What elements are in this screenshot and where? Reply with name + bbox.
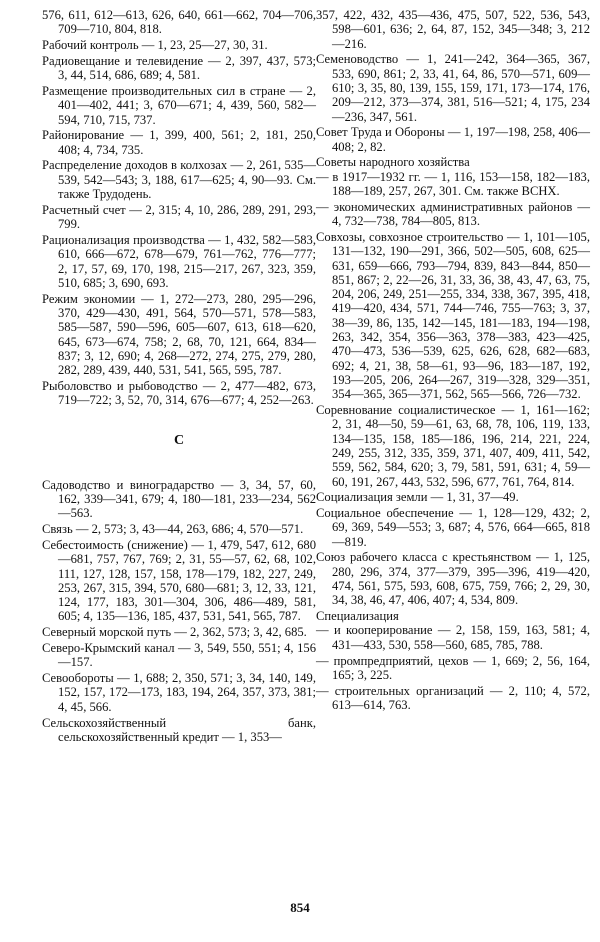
index-entry-sevooboroty: Севообороты — 1, 688; 2, 350, 571; 3, 34, 140, 149, 152, 157, 172—173, 183, 194, 264, 357, 373, 381; 4, 45, 566. [42, 671, 316, 714]
index-entry-severnyy-morskoy-put: Северный морской путь — 2, 362, 573; 3, 42, 685. [42, 625, 307, 640]
left-column [42, 8, 316, 746]
index-entry-sotsializatsiya-zemli: Социализация земли — 1, 31, 37—49. [316, 490, 519, 505]
section-letter-heading: С [173, 432, 185, 448]
index-entry-sovety-narodnogo-khozyaystva: Советы народного хозяйства [316, 155, 470, 170]
index-entry-svyaz: Связь — 2, 573; 3, 43—44, 263, 686; 4, 570—571. [42, 522, 304, 537]
index-entry-continued: 357, 422, 432, 435—436, 475, 507, 522, 536, 543, 598—601, 636; 2, 64, 87, 152, 345—348; 3, 212—216. [316, 8, 590, 51]
index-entry-razmeshchenie: Размещение производительных сил в стране — 2, 401—402, 441; 3, 670—671; 4, 439, 560, 582—594, 710, 715, 737. [42, 83, 316, 127]
index-entry-rabochiy-kontrol: Рабочий контроль — 1, 23, 25—27, 30, 31. [42, 38, 268, 53]
index-entry-rezhim-ekonomii: Режим экономии — 1, 272—273, 280, 295—296, 370, 429—430, 491, 564, 570—571, 578—583, 585—587, 590—596, 605—607, 613, 618—620, 645, 673—674, 758; 2, 68, 70, 121, 664, 834—837; 3, 12, 690; 4, 268—272, 274, 275, 279, 280, 282, 289, 439, 440, 531, 541, 565, 595, 787. [42, 291, 316, 378]
index-entry-sovkhozy: Совхозы, совхозное строительство — 1, 101—105, 131—132, 190—291, 366, 502—505, 608, 625—631, 659—666, 793—794, 839, 843—844, 850—851, 867; 2, 22—26, 31, 33, 36, 38, 43, 47, 63, 75, 204, 206, 249, 251—255, 334, 338, 367, 395, 418, 419—420, 434, 571, 744—746, 755—763; 3, 37, 38—39, 86, 135, 142—145, 181—183, 194—198, 263, 342, 354, 356—363, 378—383, 423—425, 470—473, 536—539, 625, 626, 628, 682—683, 692; 4, 21, 38, 58—61, 93—96, 183—187, 192, 193—205, 206, 264—267, 319—328, 329—351, 354—365, 365—371, 562, 565—566, 726—732. [316, 229, 590, 402]
index-entry-ratsionalizatsiya: Рационализация производства — 1, 432, 582—583, 610, 666—672, 678—679, 761—762, 776—777; 2, 17, 57, 69, 170, 198, 215—217, 267, 323, 359, 510, 685; 3, 690, 693. [42, 232, 316, 290]
index-entry-sotsialnoe-obespechenie: Социальное обеспечение — 1, 128—129, 432; 2, 69, 369, 549—553; 3, 687; 4, 576, 664—665, 818—819. [316, 506, 590, 549]
index-entry-sorevnovanie: Соревнование социалистическое — 1, 161—162; 2, 31, 48—50, 59—61, 63, 68, 78, 106, 119, 133, 134—135, 158, 185—186, 196, 214, 221, 224, 249, 255, 312, 335, 359, 371, 407, 409, 411, 542, 559, 562, 584, 620; 3, 79, 581, 591, 631; 4, 59—60, 191, 267, 443, 532, 596, 677, 761, 764, 814. [316, 403, 590, 489]
index-subentry-1917-1932: — в 1917—1932 гг. — 1, 116, 153—158, 182—183, 188—189, 257, 267, 301. См. также ВСНХ. [316, 169, 590, 199]
index-subentry-kooperirovanie: — и кооперирование — 2, 158, 159, 163, 581; 4, 431—433, 530, 558—560, 685, 785, 788. [316, 623, 590, 652]
index-entry-sebestoimost: Себестоимость (снижение) — 1, 479, 547, 612, 680—681, 757, 767, 769; 2, 31, 55—57, 62, 68, 102, 111, 127, 128, 157, 158, 178—179, 182, 227, 249, 253, 267, 315, 394, 570, 680—681; 3, 12, 33, 121, 124, 177, 183, 301—304, 306, 486—489, 581, 605; 4, 135—136, 185, 437, 531, 541, 565, 787. [42, 538, 316, 624]
index-entry-spetsializatsiya: Специализация [316, 609, 399, 624]
index-entry-severo-krymskiy-kanal: Северо-Крымский канал — 3, 549, 550, 551; 4, 156—157. [42, 641, 316, 670]
index-entry-sadovodstvo: Садоводство и виноградарство — 3, 34, 57, 60, 162, 339—341, 679; 4, 180—181, 233—234, 562—563. [42, 477, 316, 521]
index-entry-continued: 576, 611, 612—613, 626, 640, 661—662, 704—706, 709—710, 804, 818. [42, 8, 316, 37]
index-entry-soyuz-rabochego-klassa: Союз рабочего класса с крестьянством — 1, 125, 280, 296, 374, 377—379, 395—396, 419—420, 474, 561, 575, 593, 608, 675, 759, 766; 2, 29, 30, 34, 38, 46, 47, 406, 407; 4, 534, 809. [316, 550, 590, 608]
index-subentry-prompredpriyatiy: — промпредприятий, цехов — 1, 669; 2, 56, 164, 165; 3, 225. [316, 653, 590, 682]
index-subentry-stroitelnykh-organizatsiy: — строительных организаций — 2, 110; 4, 572, 613—614, 763. [316, 683, 590, 712]
index-entry-rybolovstvo: Рыболовство и рыбоводство — 2, 477—482, 673, 719—722; 3, 52, 70, 314, 676—677; 4, 252—263. [42, 378, 316, 408]
page-number: 854 [290, 900, 310, 915]
index-entry-raschetnyy-schet: Расчетный счет — 2, 315; 4, 10, 286, 289, 291, 293, 799. [42, 202, 316, 232]
index-entry-raspredelenie-dokhodov: Распределение доходов в колхозах — 2, 261, 535—539, 542—543; 3, 188, 617—625; 4, 90—93. См. также Трудодень. [42, 158, 316, 202]
index-entry-semenovodstvo: Семеноводство — 1, 241—242, 364—365, 367, 533, 690, 861; 2, 33, 41, 64, 86, 570—571, 609—610; 3, 35, 80, 139, 155, 159, 171, 173—174, 176, 209—212, 373—374, 381, 516—521; 4, 175, 234—236, 347, 561. [316, 52, 590, 124]
index-subentry-ekonomicheskikh-rayonov: — экономических административных районов — 4, 732—738, 784—805, 813. [316, 199, 590, 229]
right-column [316, 8, 590, 714]
index-entry-radioveshchanie: Радиовещание и телевидение — 2, 397, 437, 573; 3, 44, 514, 686, 689; 4, 581. [42, 53, 316, 83]
index-entry-selkhozbank: Сельскохозяйственный банк, сельскохозяйственный кредит — 1, 353— [42, 715, 316, 744]
index-entry-rayonirovanie: Районирование — 1, 399, 400, 561; 2, 181, 250, 408; 4, 734, 735. [42, 128, 316, 157]
index-entry-sovet-truda: Совет Труда и Обороны — 1, 197—198, 258, 406—408; 2, 82. [316, 125, 590, 154]
